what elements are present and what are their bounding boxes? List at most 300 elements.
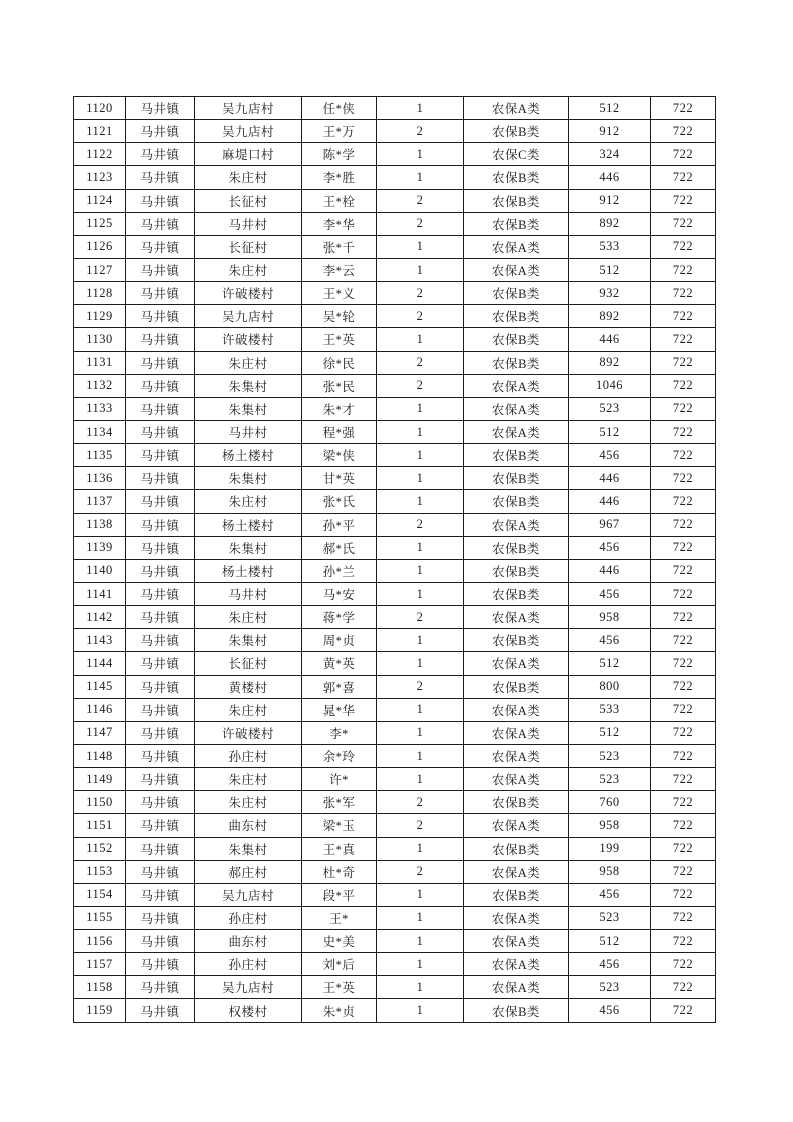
cell-village: 孙庄村 <box>195 744 302 767</box>
cell-masked-name: 张*军 <box>302 791 377 814</box>
cell-town: 马井镇 <box>126 698 195 721</box>
cell-person-count: 1 <box>377 490 464 513</box>
cell-amount: 446 <box>569 490 651 513</box>
table-row <box>74 143 716 166</box>
table-row <box>74 258 716 281</box>
cell-amount: 324 <box>569 143 651 166</box>
cell-person-count: 2 <box>377 351 464 374</box>
cell-town: 马井镇 <box>126 374 195 397</box>
cell-standard-amount: 722 <box>651 629 716 652</box>
cell-insurance-category: 农保B类 <box>464 212 569 235</box>
cell-amount: 892 <box>569 212 651 235</box>
cell-serial-number: 1150 <box>74 791 126 814</box>
cell-person-count: 1 <box>377 953 464 976</box>
table-row <box>74 999 716 1023</box>
cell-insurance-category: 农保A类 <box>464 235 569 258</box>
cell-standard-amount: 722 <box>651 490 716 513</box>
cell-standard-amount: 722 <box>651 189 716 212</box>
cell-insurance-category: 农保A类 <box>464 860 569 883</box>
cell-masked-name: 王*万 <box>302 120 377 143</box>
cell-standard-amount: 722 <box>651 582 716 605</box>
table-row <box>74 814 716 837</box>
cell-village: 许破楼村 <box>195 282 302 305</box>
cell-masked-name: 许* <box>302 768 377 791</box>
cell-village: 吴九店村 <box>195 120 302 143</box>
cell-town: 马井镇 <box>126 189 195 212</box>
cell-person-count: 1 <box>377 258 464 281</box>
cell-serial-number: 1138 <box>74 513 126 536</box>
cell-insurance-category: 农保A类 <box>464 606 569 629</box>
cell-standard-amount: 722 <box>651 883 716 906</box>
table-row <box>74 374 716 397</box>
cell-masked-name: 王* <box>302 906 377 929</box>
cell-town: 马井镇 <box>126 420 195 443</box>
cell-town: 马井镇 <box>126 328 195 351</box>
cell-person-count: 1 <box>377 629 464 652</box>
cell-masked-name: 陈*学 <box>302 143 377 166</box>
cell-person-count: 2 <box>377 305 464 328</box>
cell-standard-amount: 722 <box>651 166 716 189</box>
cell-amount: 533 <box>569 235 651 258</box>
cell-insurance-category: 农保A类 <box>464 374 569 397</box>
cell-amount: 446 <box>569 467 651 490</box>
cell-insurance-category: 农保B类 <box>464 282 569 305</box>
cell-village: 杨土楼村 <box>195 513 302 536</box>
cell-serial-number: 1136 <box>74 467 126 490</box>
cell-insurance-category: 农保A类 <box>464 721 569 744</box>
cell-person-count: 2 <box>377 282 464 305</box>
table-row <box>74 166 716 189</box>
cell-serial-number: 1131 <box>74 351 126 374</box>
cell-masked-name: 杜*奇 <box>302 860 377 883</box>
cell-masked-name: 李*云 <box>302 258 377 281</box>
cell-serial-number: 1143 <box>74 629 126 652</box>
cell-amount: 958 <box>569 814 651 837</box>
cell-person-count: 1 <box>377 976 464 999</box>
cell-insurance-category: 农保C类 <box>464 143 569 166</box>
cell-town: 马井镇 <box>126 235 195 258</box>
cell-masked-name: 徐*民 <box>302 351 377 374</box>
cell-amount: 512 <box>569 258 651 281</box>
cell-person-count: 2 <box>377 814 464 837</box>
cell-serial-number: 1146 <box>74 698 126 721</box>
table-row <box>74 930 716 953</box>
cell-village: 长征村 <box>195 652 302 675</box>
cell-amount: 523 <box>569 906 651 929</box>
cell-masked-name: 史*美 <box>302 930 377 953</box>
cell-village: 曲东村 <box>195 930 302 953</box>
table-row <box>74 490 716 513</box>
cell-village: 许破楼村 <box>195 328 302 351</box>
cell-town: 马井镇 <box>126 976 195 999</box>
table-row <box>74 698 716 721</box>
cell-insurance-category: 农保B类 <box>464 467 569 490</box>
cell-amount: 958 <box>569 860 651 883</box>
table-row <box>74 953 716 976</box>
cell-town: 马井镇 <box>126 166 195 189</box>
cell-masked-name: 王*英 <box>302 328 377 351</box>
table-row <box>74 444 716 467</box>
cell-town: 马井镇 <box>126 652 195 675</box>
cell-village: 马井村 <box>195 582 302 605</box>
cell-standard-amount: 722 <box>651 744 716 767</box>
cell-masked-name: 孙*兰 <box>302 559 377 582</box>
table-row <box>74 629 716 652</box>
cell-standard-amount: 722 <box>651 930 716 953</box>
cell-amount: 512 <box>569 420 651 443</box>
cell-insurance-category: 农保B类 <box>464 629 569 652</box>
cell-amount: 967 <box>569 513 651 536</box>
cell-person-count: 2 <box>377 675 464 698</box>
cell-standard-amount: 722 <box>651 953 716 976</box>
cell-village: 朱集村 <box>195 536 302 559</box>
cell-serial-number: 1126 <box>74 235 126 258</box>
cell-serial-number: 1124 <box>74 189 126 212</box>
cell-town: 马井镇 <box>126 467 195 490</box>
cell-town: 马井镇 <box>126 305 195 328</box>
cell-amount: 512 <box>569 97 651 120</box>
cell-amount: 1046 <box>569 374 651 397</box>
cell-standard-amount: 722 <box>651 305 716 328</box>
cell-insurance-category: 农保B类 <box>464 328 569 351</box>
cell-standard-amount: 722 <box>651 374 716 397</box>
cell-serial-number: 1122 <box>74 143 126 166</box>
cell-person-count: 2 <box>377 860 464 883</box>
table-row <box>74 305 716 328</box>
cell-masked-name: 孙*平 <box>302 513 377 536</box>
cell-masked-name: 周*贞 <box>302 629 377 652</box>
cell-insurance-category: 农保B类 <box>464 305 569 328</box>
cell-village: 吴九店村 <box>195 883 302 906</box>
cell-insurance-category: 农保B类 <box>464 189 569 212</box>
cell-amount: 512 <box>569 930 651 953</box>
cell-village: 朱庄村 <box>195 768 302 791</box>
cell-town: 马井镇 <box>126 120 195 143</box>
cell-person-count: 1 <box>377 536 464 559</box>
cell-masked-name: 张*氏 <box>302 490 377 513</box>
cell-town: 马井镇 <box>126 906 195 929</box>
cell-masked-name: 李*华 <box>302 212 377 235</box>
table-row <box>74 212 716 235</box>
cell-town: 马井镇 <box>126 143 195 166</box>
cell-village: 吴九店村 <box>195 305 302 328</box>
cell-town: 马井镇 <box>126 490 195 513</box>
table-row <box>74 906 716 929</box>
cell-town: 马井镇 <box>126 282 195 305</box>
cell-standard-amount: 722 <box>651 860 716 883</box>
cell-serial-number: 1128 <box>74 282 126 305</box>
cell-village: 朱集村 <box>195 374 302 397</box>
cell-standard-amount: 722 <box>651 976 716 999</box>
cell-town: 马井镇 <box>126 768 195 791</box>
cell-amount: 912 <box>569 189 651 212</box>
table-row <box>74 189 716 212</box>
cell-amount: 892 <box>569 351 651 374</box>
cell-serial-number: 1144 <box>74 652 126 675</box>
cell-town: 马井镇 <box>126 397 195 420</box>
cell-town: 马井镇 <box>126 744 195 767</box>
cell-amount: 800 <box>569 675 651 698</box>
cell-village: 孙庄村 <box>195 953 302 976</box>
cell-masked-name: 余*玲 <box>302 744 377 767</box>
cell-insurance-category: 农保A类 <box>464 906 569 929</box>
table-row <box>74 536 716 559</box>
cell-person-count: 1 <box>377 97 464 120</box>
cell-standard-amount: 722 <box>651 698 716 721</box>
cell-serial-number: 1129 <box>74 305 126 328</box>
cell-serial-number: 1134 <box>74 420 126 443</box>
cell-amount: 912 <box>569 120 651 143</box>
cell-insurance-category: 农保B类 <box>464 351 569 374</box>
cell-person-count: 1 <box>377 166 464 189</box>
cell-standard-amount: 722 <box>651 397 716 420</box>
cell-serial-number: 1130 <box>74 328 126 351</box>
table-row <box>74 97 716 120</box>
cell-amount: 958 <box>569 606 651 629</box>
cell-person-count: 2 <box>377 513 464 536</box>
cell-standard-amount: 722 <box>651 906 716 929</box>
cell-serial-number: 1152 <box>74 837 126 860</box>
cell-amount: 523 <box>569 397 651 420</box>
cell-person-count: 1 <box>377 883 464 906</box>
cell-masked-name: 王*真 <box>302 837 377 860</box>
cell-amount: 523 <box>569 768 651 791</box>
cell-person-count: 2 <box>377 189 464 212</box>
cell-serial-number: 1127 <box>74 258 126 281</box>
cell-serial-number: 1148 <box>74 744 126 767</box>
cell-amount: 512 <box>569 721 651 744</box>
cell-standard-amount: 722 <box>651 814 716 837</box>
cell-masked-name: 王*英 <box>302 976 377 999</box>
cell-standard-amount: 722 <box>651 791 716 814</box>
cell-masked-name: 李*胜 <box>302 166 377 189</box>
cell-person-count: 1 <box>377 698 464 721</box>
cell-standard-amount: 722 <box>651 675 716 698</box>
cell-insurance-category: 农保A类 <box>464 97 569 120</box>
cell-serial-number: 1135 <box>74 444 126 467</box>
cell-standard-amount: 722 <box>651 606 716 629</box>
cell-serial-number: 1121 <box>74 120 126 143</box>
cell-masked-name: 朱*贞 <box>302 999 377 1023</box>
cell-standard-amount: 722 <box>651 768 716 791</box>
cell-amount: 523 <box>569 744 651 767</box>
cell-person-count: 1 <box>377 467 464 490</box>
cell-village: 杨土楼村 <box>195 559 302 582</box>
cell-masked-name: 郝*氏 <box>302 536 377 559</box>
cell-amount: 199 <box>569 837 651 860</box>
cell-insurance-category: 农保A类 <box>464 768 569 791</box>
table-row <box>74 675 716 698</box>
cell-serial-number: 1145 <box>74 675 126 698</box>
cell-village: 朱集村 <box>195 837 302 860</box>
cell-village: 吴九店村 <box>195 976 302 999</box>
cell-amount: 456 <box>569 582 651 605</box>
cell-person-count: 1 <box>377 397 464 420</box>
cell-person-count: 2 <box>377 606 464 629</box>
cell-town: 马井镇 <box>126 444 195 467</box>
cell-insurance-category: 农保B类 <box>464 582 569 605</box>
cell-insurance-category: 农保A类 <box>464 744 569 767</box>
cell-town: 马井镇 <box>126 953 195 976</box>
cell-person-count: 1 <box>377 444 464 467</box>
cell-masked-name: 程*强 <box>302 420 377 443</box>
table-row <box>74 120 716 143</box>
cell-town: 马井镇 <box>126 999 195 1023</box>
cell-person-count: 1 <box>377 837 464 860</box>
cell-amount: 512 <box>569 652 651 675</box>
cell-standard-amount: 722 <box>651 721 716 744</box>
table-row <box>74 397 716 420</box>
cell-masked-name: 王*义 <box>302 282 377 305</box>
cell-town: 马井镇 <box>126 814 195 837</box>
cell-insurance-category: 农保A类 <box>464 397 569 420</box>
cell-masked-name: 梁*侠 <box>302 444 377 467</box>
cell-amount: 446 <box>569 166 651 189</box>
cell-person-count: 2 <box>377 374 464 397</box>
cell-standard-amount: 722 <box>651 282 716 305</box>
cell-person-count: 1 <box>377 744 464 767</box>
cell-village: 黄楼村 <box>195 675 302 698</box>
cell-serial-number: 1125 <box>74 212 126 235</box>
cell-serial-number: 1154 <box>74 883 126 906</box>
table-row <box>74 721 716 744</box>
table-row <box>74 420 716 443</box>
cell-town: 马井镇 <box>126 837 195 860</box>
cell-village: 朱集村 <box>195 467 302 490</box>
cell-amount: 533 <box>569 698 651 721</box>
cell-serial-number: 1132 <box>74 374 126 397</box>
cell-village: 朱集村 <box>195 397 302 420</box>
cell-town: 马井镇 <box>126 629 195 652</box>
cell-insurance-category: 农保B类 <box>464 791 569 814</box>
cell-serial-number: 1151 <box>74 814 126 837</box>
cell-person-count: 1 <box>377 930 464 953</box>
cell-standard-amount: 722 <box>651 444 716 467</box>
cell-standard-amount: 722 <box>651 351 716 374</box>
beneficiary-table <box>73 96 716 1023</box>
cell-insurance-category: 农保B类 <box>464 166 569 189</box>
table-row <box>74 744 716 767</box>
cell-amount: 456 <box>569 444 651 467</box>
cell-town: 马井镇 <box>126 97 195 120</box>
cell-town: 马井镇 <box>126 351 195 374</box>
cell-village: 马井村 <box>195 420 302 443</box>
cell-town: 马井镇 <box>126 791 195 814</box>
cell-serial-number: 1156 <box>74 930 126 953</box>
cell-town: 马井镇 <box>126 883 195 906</box>
cell-person-count: 1 <box>377 906 464 929</box>
cell-amount: 446 <box>569 559 651 582</box>
cell-masked-name: 任*侠 <box>302 97 377 120</box>
cell-serial-number: 1137 <box>74 490 126 513</box>
cell-insurance-category: 农保B类 <box>464 120 569 143</box>
cell-insurance-category: 农保B类 <box>464 490 569 513</box>
cell-person-count: 1 <box>377 582 464 605</box>
cell-insurance-category: 农保A类 <box>464 420 569 443</box>
cell-insurance-category: 农保B类 <box>464 999 569 1023</box>
cell-person-count: 1 <box>377 768 464 791</box>
cell-village: 朱庄村 <box>195 166 302 189</box>
cell-village: 吴九店村 <box>195 97 302 120</box>
cell-town: 马井镇 <box>126 860 195 883</box>
cell-masked-name: 朱*才 <box>302 397 377 420</box>
cell-serial-number: 1147 <box>74 721 126 744</box>
cell-masked-name: 吴*轮 <box>302 305 377 328</box>
cell-amount: 760 <box>569 791 651 814</box>
cell-standard-amount: 722 <box>651 420 716 443</box>
cell-standard-amount: 722 <box>651 536 716 559</box>
cell-person-count: 1 <box>377 328 464 351</box>
cell-insurance-category: 农保A类 <box>464 953 569 976</box>
cell-village: 朱庄村 <box>195 490 302 513</box>
cell-person-count: 1 <box>377 999 464 1023</box>
cell-village: 杨土楼村 <box>195 444 302 467</box>
cell-town: 马井镇 <box>126 582 195 605</box>
table-row <box>74 883 716 906</box>
table-row <box>74 976 716 999</box>
cell-standard-amount: 722 <box>651 212 716 235</box>
table-row <box>74 768 716 791</box>
cell-standard-amount: 722 <box>651 513 716 536</box>
cell-insurance-category: 农保B类 <box>464 536 569 559</box>
table-row <box>74 559 716 582</box>
cell-masked-name: 黄*英 <box>302 652 377 675</box>
cell-person-count: 2 <box>377 120 464 143</box>
table-row <box>74 837 716 860</box>
cell-amount: 932 <box>569 282 651 305</box>
cell-serial-number: 1139 <box>74 536 126 559</box>
cell-person-count: 1 <box>377 721 464 744</box>
cell-serial-number: 1155 <box>74 906 126 929</box>
table-row <box>74 235 716 258</box>
cell-serial-number: 1158 <box>74 976 126 999</box>
cell-insurance-category: 农保A类 <box>464 258 569 281</box>
cell-serial-number: 1141 <box>74 582 126 605</box>
cell-insurance-category: 农保B类 <box>464 444 569 467</box>
cell-town: 马井镇 <box>126 675 195 698</box>
cell-town: 马井镇 <box>126 606 195 629</box>
cell-standard-amount: 722 <box>651 235 716 258</box>
cell-insurance-category: 农保B类 <box>464 675 569 698</box>
cell-serial-number: 1142 <box>74 606 126 629</box>
cell-standard-amount: 722 <box>651 999 716 1023</box>
cell-amount: 523 <box>569 976 651 999</box>
table-row <box>74 513 716 536</box>
cell-village: 麻堤口村 <box>195 143 302 166</box>
cell-insurance-category: 农保B类 <box>464 883 569 906</box>
cell-village: 长征村 <box>195 235 302 258</box>
cell-insurance-category: 农保A类 <box>464 814 569 837</box>
cell-serial-number: 1157 <box>74 953 126 976</box>
cell-town: 马井镇 <box>126 212 195 235</box>
table-row <box>74 606 716 629</box>
table-row <box>74 582 716 605</box>
cell-person-count: 2 <box>377 791 464 814</box>
cell-insurance-category: 农保A类 <box>464 930 569 953</box>
cell-town: 马井镇 <box>126 258 195 281</box>
cell-standard-amount: 722 <box>651 120 716 143</box>
cell-village: 孙庄村 <box>195 906 302 929</box>
cell-masked-name: 蒋*学 <box>302 606 377 629</box>
cell-amount: 456 <box>569 536 651 559</box>
cell-town: 马井镇 <box>126 721 195 744</box>
cell-amount: 456 <box>569 883 651 906</box>
cell-amount: 446 <box>569 328 651 351</box>
cell-town: 马井镇 <box>126 559 195 582</box>
cell-village: 许破楼村 <box>195 721 302 744</box>
cell-village: 曲东村 <box>195 814 302 837</box>
cell-masked-name: 张*千 <box>302 235 377 258</box>
